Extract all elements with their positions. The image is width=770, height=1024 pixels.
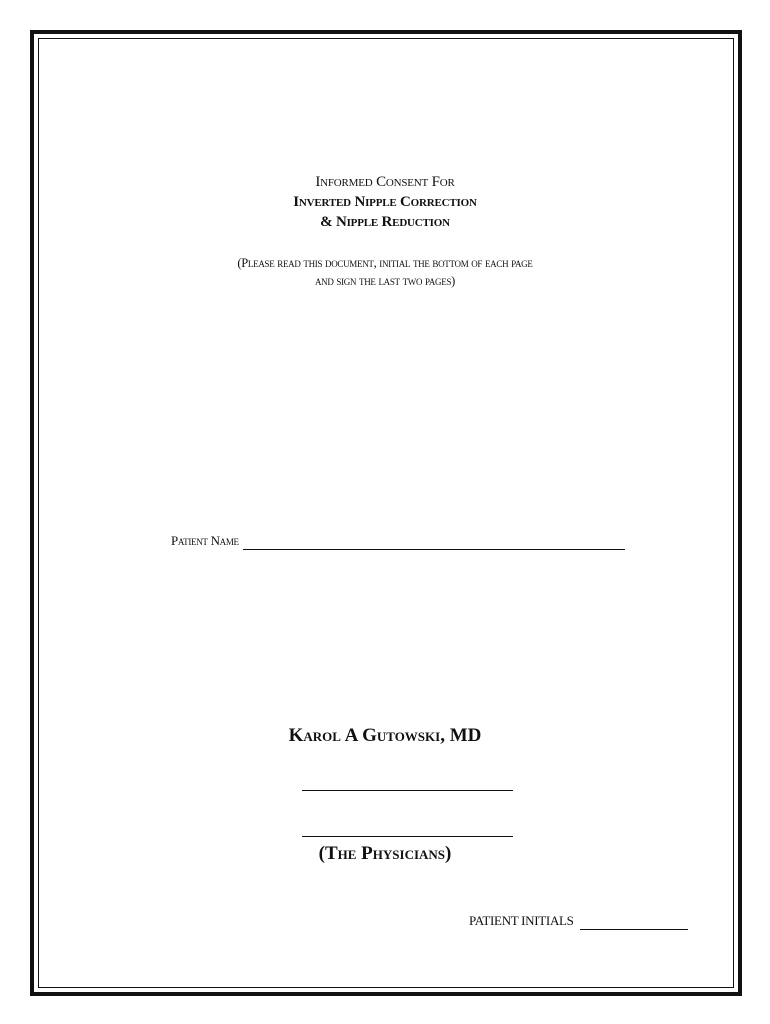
title-line-1: Informed Consent For <box>315 174 455 190</box>
physician-signature-line-2[interactable] <box>302 836 513 837</box>
title-line-2: Inverted Nipple Correction <box>293 194 477 210</box>
patient-initials-label: PATIENT INITIALS <box>469 913 574 928</box>
physicians-label: (The Physicians) <box>318 843 452 864</box>
physician-signature-line-1[interactable] <box>302 790 513 791</box>
physician-name: Karol A Gutowski, MD <box>288 725 482 746</box>
patient-initials-field <box>469 912 688 930</box>
patient-name-blank[interactable] <box>243 537 625 550</box>
patient-name-field <box>171 532 625 550</box>
instructions <box>0 254 770 290</box>
title-line-3: & Nipple Reduction <box>320 214 450 230</box>
instructions-line-2: and sign the last two pages) <box>314 274 456 288</box>
instructions-line-1: (Please read this document, initial the bottom of each page <box>237 256 533 270</box>
patient-initials-blank[interactable] <box>580 917 688 930</box>
document-title <box>0 172 770 232</box>
patient-name-label: Patient Name <box>171 533 239 548</box>
